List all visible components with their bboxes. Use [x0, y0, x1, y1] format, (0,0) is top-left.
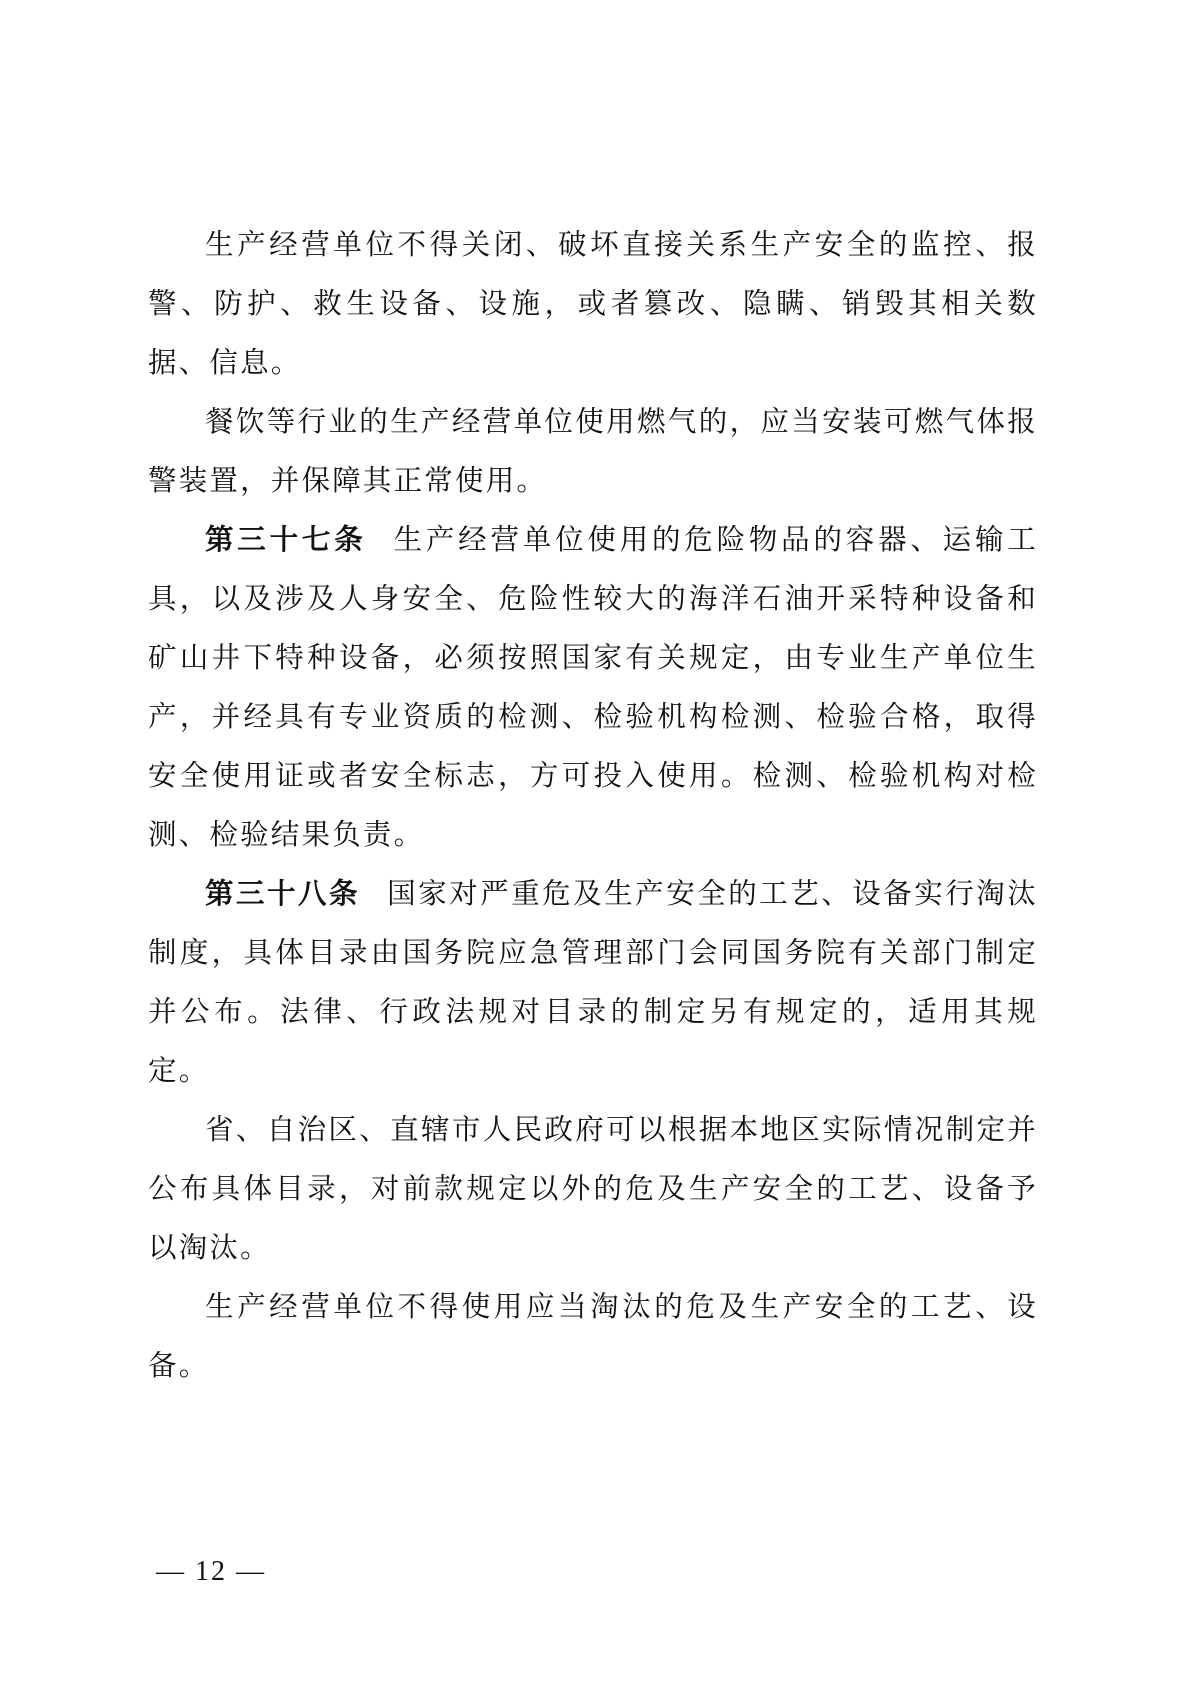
- paragraph-text: 生产经营单位不得使用应当淘汰的危及生产安全的工艺、设备。: [148, 1292, 1038, 1382]
- article-paragraph: [148, 511, 1038, 865]
- paragraph-text: 生产经营单位使用的危险物品的容器、运输工具，以及涉及人身安全、危险性较大的海洋石油开采特种设备和矿山井下特种设备，必须按照国家有关规定，由专业生产单位生产，并经具有专业资质的检测、检验机构检测、检验合格，取得安全使用证或者安全标志，方可投入使用。检测、检验机构对检测、检验结果负责。: [148, 525, 1038, 851]
- article-paragraph: [148, 393, 1038, 511]
- article-paragraph: [148, 216, 1038, 393]
- article-paragraph: [148, 1278, 1038, 1396]
- page-number: — 12 —: [156, 1556, 266, 1587]
- paragraph-text: 餐饮等行业的生产经营单位使用燃气的，应当安装可燃气体报警装置，并保障其正常使用。: [148, 407, 1038, 497]
- document-body: [148, 216, 1038, 1396]
- paragraph-text: 省、自治区、直辖市人民政府可以根据本地区实际情况制定并公布具体目录，对前款规定以外的危及生产安全的工艺、设备予以淘汰。: [148, 1115, 1038, 1264]
- paragraph-text: 生产经营单位不得关闭、破坏直接关系生产安全的监控、报警、防护、救生设备、设施，或者篡改、隐瞒、销毁其相关数据、信息。: [148, 230, 1038, 379]
- article-paragraph: [148, 865, 1038, 1101]
- article-number-heading: 第三十七条: [205, 525, 367, 556]
- article-paragraph: [148, 1101, 1038, 1278]
- article-number-heading: 第三十八条: [205, 879, 361, 910]
- paragraph-text: 国家对严重危及生产安全的工艺、设备实行淘汰制度，具体目录由国务院应急管理部门会同国务院有关部门制定并公布。法律、行政法规对目录的制定另有规定的，适用其规定。: [148, 879, 1038, 1087]
